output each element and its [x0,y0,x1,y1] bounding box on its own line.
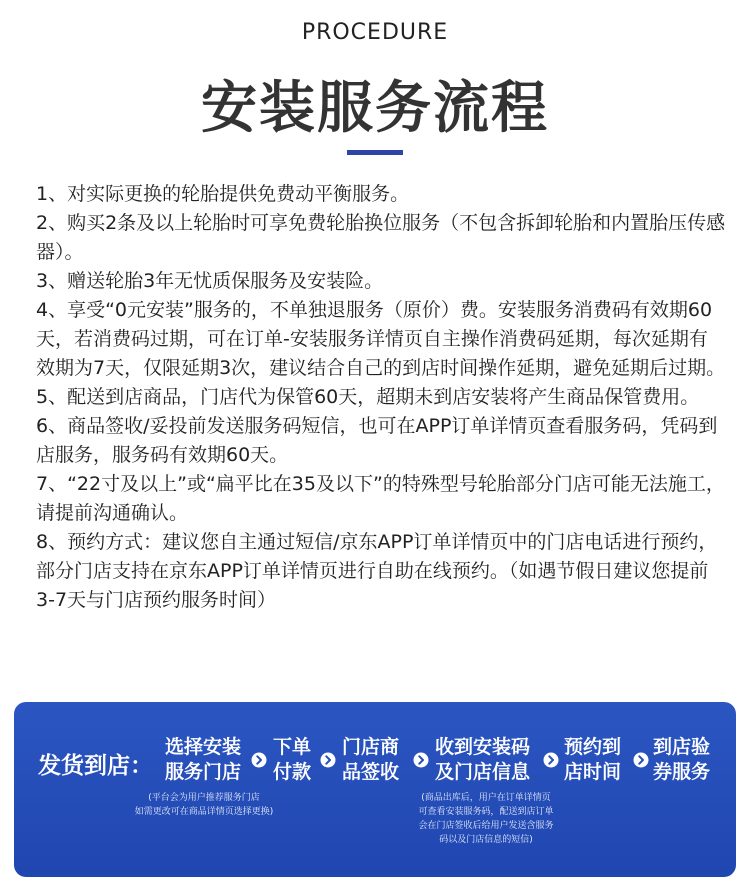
step-line: 及门店信息 [435,761,531,783]
store-selection-note [114,791,294,819]
step-line: 服务门店 [165,761,242,783]
step-line: 品签收 [342,761,400,783]
service-code-note [398,791,574,847]
step-line: 选择安装 [165,736,242,758]
step-line: 券服务 [653,761,711,783]
page-title: 安装服务流程 [201,76,549,141]
step-line: 到店验 [653,736,711,758]
note-line: 码以及门店信息的短信) [439,835,533,845]
note-line: (平台会为用户推荐服务门店 [148,793,260,803]
term-item: 1、对实际更换的轮胎提供免费动平衡服务。 [36,183,410,205]
step-line: 下单 [273,736,312,758]
terms-list [36,180,726,615]
term-item: 3、赠送轮胎3年无忧质保服务及安装险。 [36,270,384,292]
step-line: 预约到 [564,736,622,758]
step-line: 付款 [273,761,312,783]
step-line: 店时间 [564,761,622,783]
flow-step-select-store [165,735,241,785]
flow-step-store-receipt [342,735,399,785]
flow-step-book-time [564,735,621,785]
arrow-right-icon [251,752,267,768]
term-item: 5、配送到店商品，门店代为保管60天，超期未到店安装将产生商品保管费用。 [36,386,700,408]
arrow-right-icon [413,752,429,768]
step-line: 收到安装码 [435,736,531,758]
step-line: 门店商 [342,736,400,758]
term-item: 7、“22寸及以上”或“扁平比在35及以下”的特殊型号轮胎部分门店可能无法施工，请提前沟通确认。 [36,473,725,524]
term-item: 4、享受“0元安装”服务的，不单独退服务（原价）费。安装服务消费码有效期60天，若消费码过期，可在订单-安装服务详情页自主操作消费码延期，每次延期有效期为7天，仅限延期3次，建议结合自己的到店时间操作延期，避免延期后过期。 [36,299,726,379]
arrow-right-icon [543,752,559,768]
arrow-right-icon [320,752,336,768]
arrow-right-icon [633,752,649,768]
service-flow-panel [14,702,736,877]
note-line: (商品出库后，用户在订单详情页 [421,793,551,803]
flow-prefix: 发货到店： [38,753,153,779]
flow-step-receive-code [435,735,530,785]
flow-step-in-store-service [653,735,710,785]
term-item: 2、购买2条及以上轮胎时可享免费轮胎换位服务（不包含拆卸轮胎和内置胎压传感器）。 [36,212,726,263]
procedure-label: PROCEDURE [301,20,449,45]
term-item: 8、预约方式：建议您自主通过短信/京东APP订单详情页中的门店电话进行预约，部分门店支持在京东APP订单详情页进行自助在线预约。（如遇节假日建议您提前3-7天与门店预约服务时间） [36,531,718,611]
title-underline [347,150,403,155]
note-line: 会在门店签收后给用户发送含服务 [418,821,554,831]
note-line: 可查看安装服务码，配送到店订单 [418,807,554,817]
term-item: 6、商品签收/妥投前发送服务码短信，也可在APP订单详情页查看服务码，凭码到店服务，服务码有效期60天。 [36,415,718,466]
note-line: 如需更改可在商品详情页选择更换) [134,807,274,817]
flow-step-pay [273,735,311,785]
